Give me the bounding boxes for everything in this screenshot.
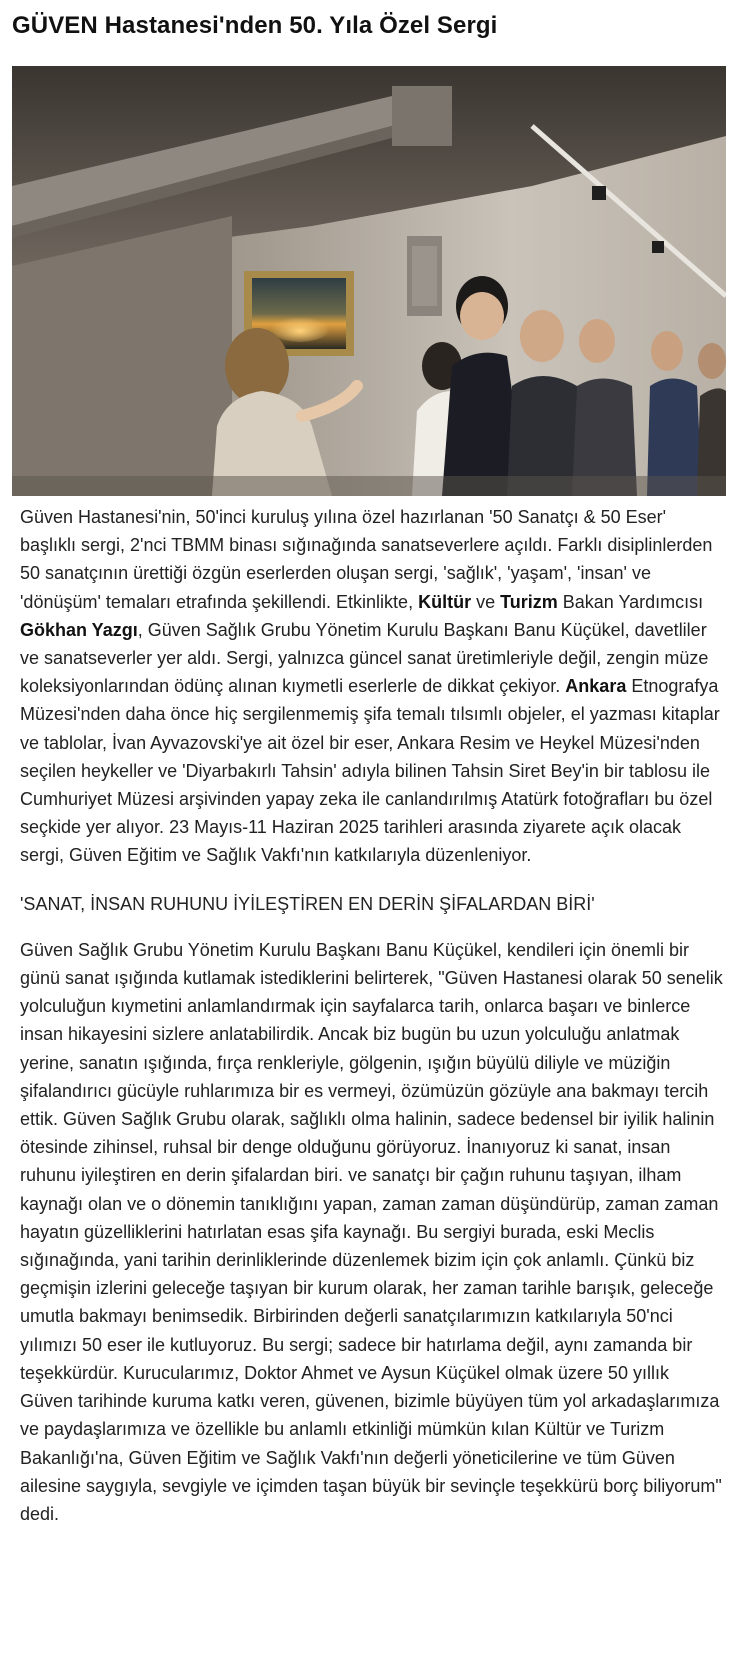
article-paragraph-intro	[20, 503, 726, 870]
bold-keyword: Ankara	[565, 676, 627, 697]
text-segment: Güven Hastanesi'nin, 50'inci kuruluş yılına özel hazırlanan '50 Sanatçı & 50 Eser' başlıklı sergi, 2'nci TBMM binası sığınağında sanatseverlere açıldı. Farklı disiplinlerden 50 sanatçının ürettiği özgün eserlerden oluşan sergi, 'sağlık', 'yaşam', 'insan' ve 'dönüşüm' temaları etrafında şekillendi. Etkinlikte,	[20, 507, 713, 612]
article-title: GÜVEN Hastanesi'nden 50. Yıla Özel Sergi	[12, 12, 498, 39]
exhibition-photo-icon	[12, 66, 726, 496]
text-segment: Bakan Yardımcısı	[557, 591, 704, 612]
article-paragraph-quote: Güven Sağlık Grubu Yönetim Kurulu Başkanı Banu Küçükel, kendileri için önemli bir günü sanat ışığında kutlamak istediklerini belirterek, "Güven Hastanesi olarak 50 senelik yolculuğun kıymetini anlamlandırmak için sayfalarca tarih, onlarca başarı ve binlerce insan hikayesini sizlere anlatabilirdik. Ancak biz bugün bu uzun yolculuğu anlatmak yerine, sanatın ışığında, fırça renkleriyle, gölgenin, ışığın büyülü diliyle ve müziğin şifalandırıcı gücüyle ruhlarımıza bir es vermeyi, özümüzün gözüyle ana bakmayı tercih ettik. Güven Sağlık Grubu olarak, sağlıklı olma halinin, sadece bedensel bir iyilik halinin ötesinde zihinsel, ruhsal bir denge olduğunu görüyoruz. İnanıyoruz ki sanat, insan ruhunu iyileştiren en derin şifalardan biri. ve sanatçı bir çağın ruhunu taşıyan, ilham kaynağı olan ve o dönemin tanıklığını yapan, zaman zaman düşündürüp, zaman zaman hayatın güzelliklerini hatırlatan esas şifa kaynağı. Bu sergiyi burada, eski Meclis sığınağında, yani tarihin derinliklerinde düzenlemek bizim için çok anlamlı. Çünkü biz geçmişin izlerini geleceğe taşıyan bir kurum olarak, her zaman tarihle barışık, geleceğe umutla bakmayı benimsedik. Birbirinden değerli sanatçılarımızın katkılarıyla 50'nci yılımızı 50 eser ile kutluyoruz. Bu sergi; sadece bir hatırlama değil, aynı zamanda bir teşekkürdür. Kurucularımız, Doktor Ahmet ve Aysun Küçükel olmak üzere 50 yıllık Güven tarihinde kuruma katkı veren, güvenen, bizimle büyüyen tüm yol arkadaşlarımıza ve paydaşlarımıza ve özellikle bu anlamlı etkinliği mümkün kılan Kültür ve Turizm Bakanlığı'na, Güven Eğitim ve Sağlık Vakfı'nın değerli yöneticilerine ve tüm Güven ailesine saygıyla, sevgiyle ve içimden taşan büyük bir sevinçle teşekkürü borç biliyorum" dedi.	[20, 939, 723, 1524]
article-subheading: 'SANAT, İNSAN RUHUNU İYİLEŞTİREN EN DERİN ŞİFALARDAN BİRİ'	[20, 893, 595, 914]
article-body	[20, 503, 726, 1528]
bold-keyword: Kültür	[418, 591, 472, 612]
bold-keyword: Turizm	[500, 591, 558, 612]
text-segment: , Güven Sağlık Grubu Yönetim Kurulu Başkanı Banu Küçükel, davetliler ve sanatseverler yer aldı. Sergi, yalnızca güncel sanat üretimleriyle değil, zengin müze koleksiyonlarından ödünç alınan kıymetli eserlerle de dikkat çekiyor.	[20, 619, 709, 697]
text-segment: ve	[471, 591, 501, 612]
exhibition-photo	[12, 66, 726, 496]
text-segment: Etnografya Müzesi'nden daha önce hiç sergilenmemiş şifa temalı tılsımlı objeler, el yazması kitaplar ve tablolar, İvan Ayvazovski'ye ait özel bir eser, Ankara Resim ve Heykel Müzesi'nden seçilen heykeller ve 'Diyarbakırlı Tahsin' adıyla bilinen Tahsin Siret Bey'in bir tablosu ile Cumhuriyet Müzesi arşivinden yapay zeka ile canlandırılmış Atatürk fotoğrafları bu özel seçkide yer alıyor. 23 Mayıs-11 Haziran 2025 tarihleri arasında ziyarete açık olacak sergi, Güven Eğitim ve Sağlık Vakfı'nın katkılarıyla düzenleniyor.	[20, 676, 720, 866]
bold-keyword: Gökhan Yazgı	[20, 619, 138, 640]
